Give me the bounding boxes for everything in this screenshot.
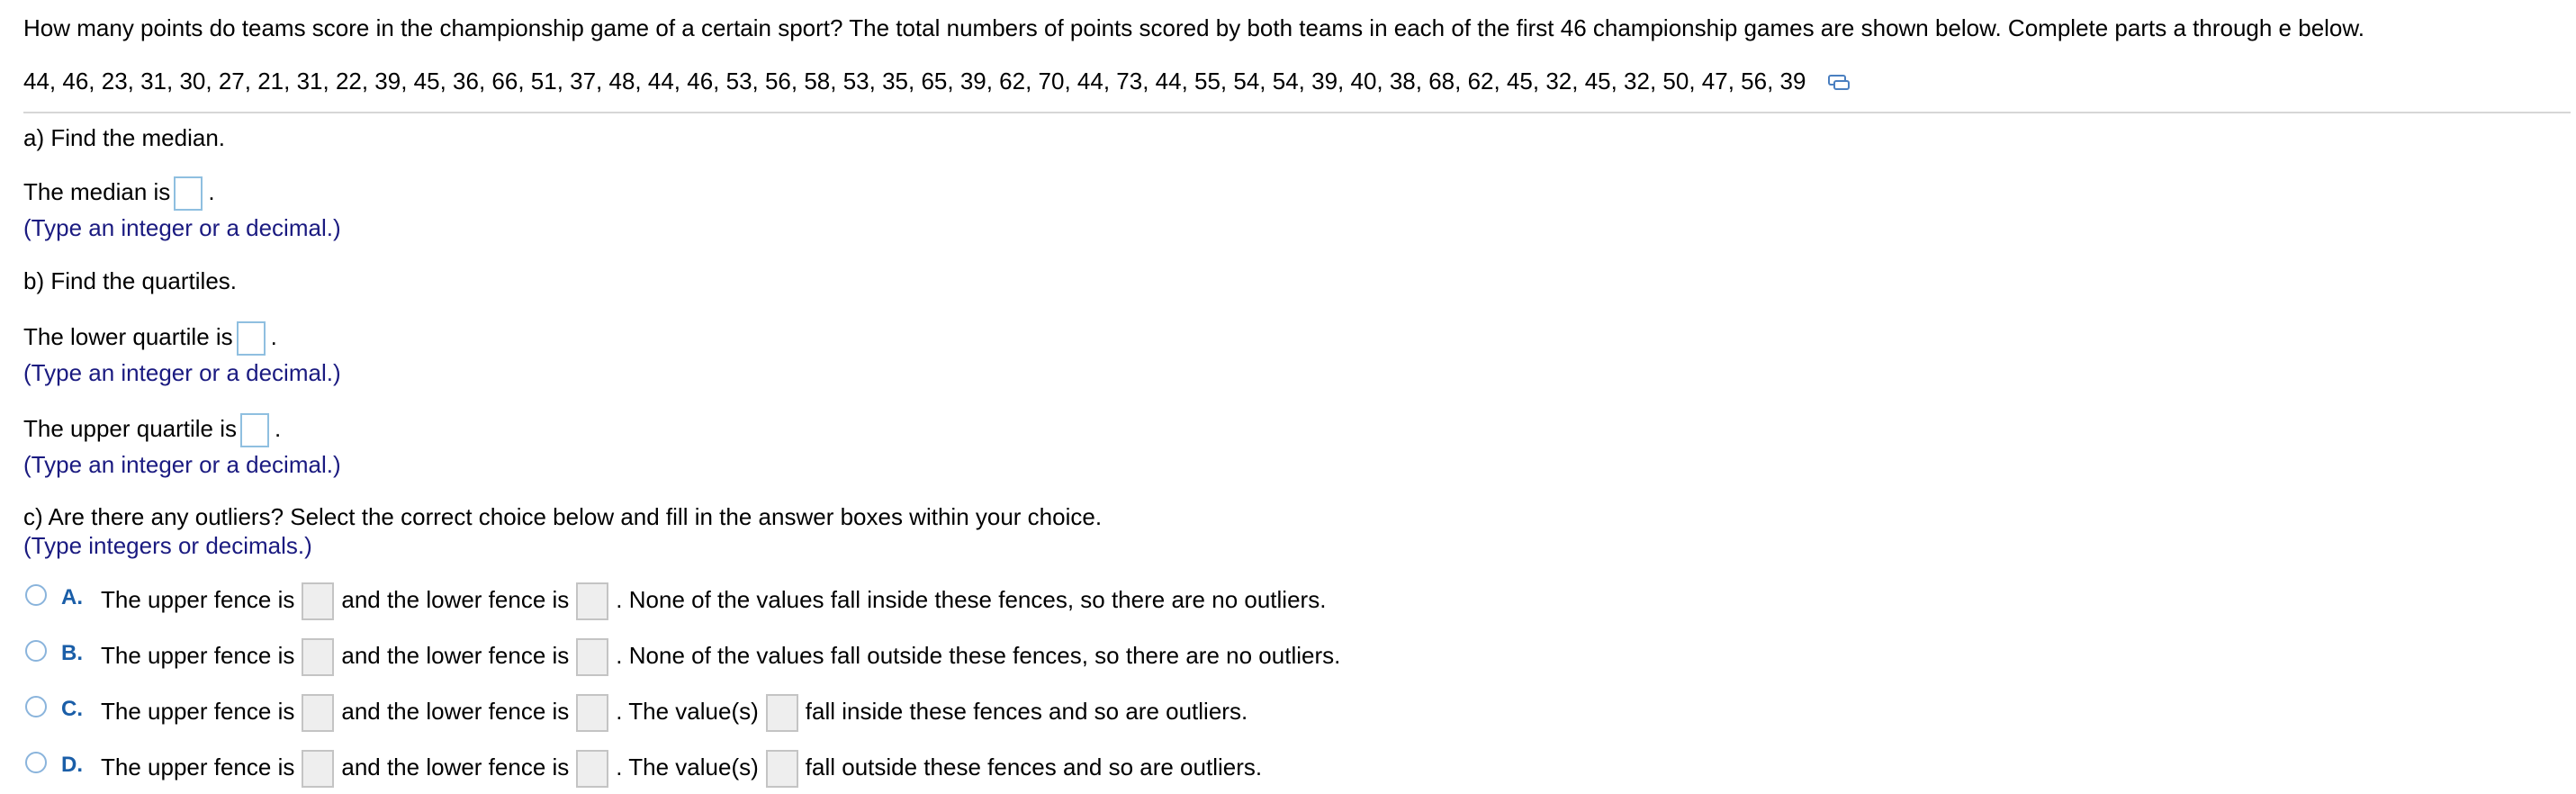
choice-c-radio[interactable] <box>25 696 47 717</box>
upper-quartile-period: . <box>275 414 282 442</box>
part-c-prompt: c) Are there any outliers? Select the correct choice below and fill in the answer boxes within your choice. <box>23 503 1103 530</box>
median-input[interactable] <box>174 176 203 211</box>
lower-quartile-row <box>23 321 277 356</box>
choice-b-letter: B. <box>61 641 83 665</box>
upper-quartile-label: The upper quartile is <box>23 414 238 442</box>
choice-d-radio[interactable] <box>25 752 47 773</box>
data-values: 44, 46, 23, 31, 30, 27, 21, 31, 22, 39, 45, 36, 66, 51, 37, 48, 44, 46, 53, 56, 58, 53, 35, 65, 39, 62, 70, 44, 73, 44, 55, 54, 54, 39, 40, 38, 68, 62, 45, 32, 45, 32, 50, 47, 56, 39 <box>23 68 1806 95</box>
divider <box>23 112 2571 113</box>
choice-d-letter: D. <box>61 753 83 777</box>
choice-b-radio[interactable] <box>25 640 47 662</box>
choice-c-text: The upper fence is <box>101 698 295 725</box>
choice-c-letter: C. <box>61 697 83 721</box>
choice-c[interactable] <box>25 690 1247 732</box>
choice-a-text: and the lower fence is <box>341 586 570 613</box>
choice-c-upper-fence-input[interactable] <box>302 694 334 732</box>
choice-c-values-input[interactable] <box>766 694 798 732</box>
choice-d-text: and the lower fence is <box>341 753 570 780</box>
median-period: . <box>208 177 215 205</box>
lower-quartile-label: The lower quartile is <box>23 322 233 350</box>
upper-quartile-hint: (Type an integer or a decimal.) <box>23 451 341 478</box>
choice-d-values-input[interactable] <box>766 750 798 788</box>
choice-b-upper-fence-input[interactable] <box>302 638 334 676</box>
choice-c-lower-fence-input[interactable] <box>576 694 608 732</box>
choice-a-upper-fence-input[interactable] <box>302 582 334 620</box>
median-row <box>23 176 215 211</box>
choice-a-lower-fence-input[interactable] <box>576 582 608 620</box>
lower-quartile-input[interactable] <box>237 321 266 356</box>
choice-d[interactable] <box>25 746 1262 788</box>
choice-c-text: fall inside these fences and so are outliers. <box>805 698 1248 725</box>
choice-d-text: The upper fence is <box>101 753 295 780</box>
choice-b-text: . None of the values fall outside these fences, so there are no outliers. <box>616 642 1341 669</box>
part-a-prompt: a) Find the median. <box>23 124 226 151</box>
choice-b-text: The upper fence is <box>101 642 295 669</box>
choice-a-text: The upper fence is <box>101 586 295 613</box>
choice-a-letter: A. <box>61 585 83 609</box>
choice-a-text: . None of the values fall inside these fences, so there are no outliers. <box>616 586 1327 613</box>
upper-quartile-input[interactable] <box>240 413 269 447</box>
choice-d-lower-fence-input[interactable] <box>576 750 608 788</box>
copy-data-icon[interactable] <box>1827 69 1851 96</box>
data-values-row <box>23 68 1851 96</box>
choice-b-text: and the lower fence is <box>341 642 570 669</box>
choice-b[interactable] <box>25 635 1340 676</box>
choice-c-text: and the lower fence is <box>341 698 570 725</box>
choice-a-radio[interactable] <box>25 584 47 606</box>
question-intro: How many points do teams score in the championship game of a certain sport? The total numbers of points scored by both teams in each of the first 46 championship games are shown below. Complete parts a through e below. <box>23 14 2364 41</box>
median-label: The median is <box>23 177 171 205</box>
upper-quartile-row <box>23 413 281 447</box>
lower-quartile-period: . <box>270 322 277 350</box>
choice-b-lower-fence-input[interactable] <box>576 638 608 676</box>
part-b-prompt: b) Find the quartiles. <box>23 267 238 294</box>
choice-c-text: . The value(s) <box>616 698 759 725</box>
choice-d-text: . The value(s) <box>616 753 759 780</box>
part-c-hint: (Type integers or decimals.) <box>23 532 312 559</box>
choice-a[interactable] <box>25 579 1326 620</box>
median-hint: (Type an integer or a decimal.) <box>23 214 341 241</box>
choice-d-text: fall outside these fences and so are outliers. <box>805 753 1263 780</box>
lower-quartile-hint: (Type an integer or a decimal.) <box>23 359 341 386</box>
choice-d-upper-fence-input[interactable] <box>302 750 334 788</box>
